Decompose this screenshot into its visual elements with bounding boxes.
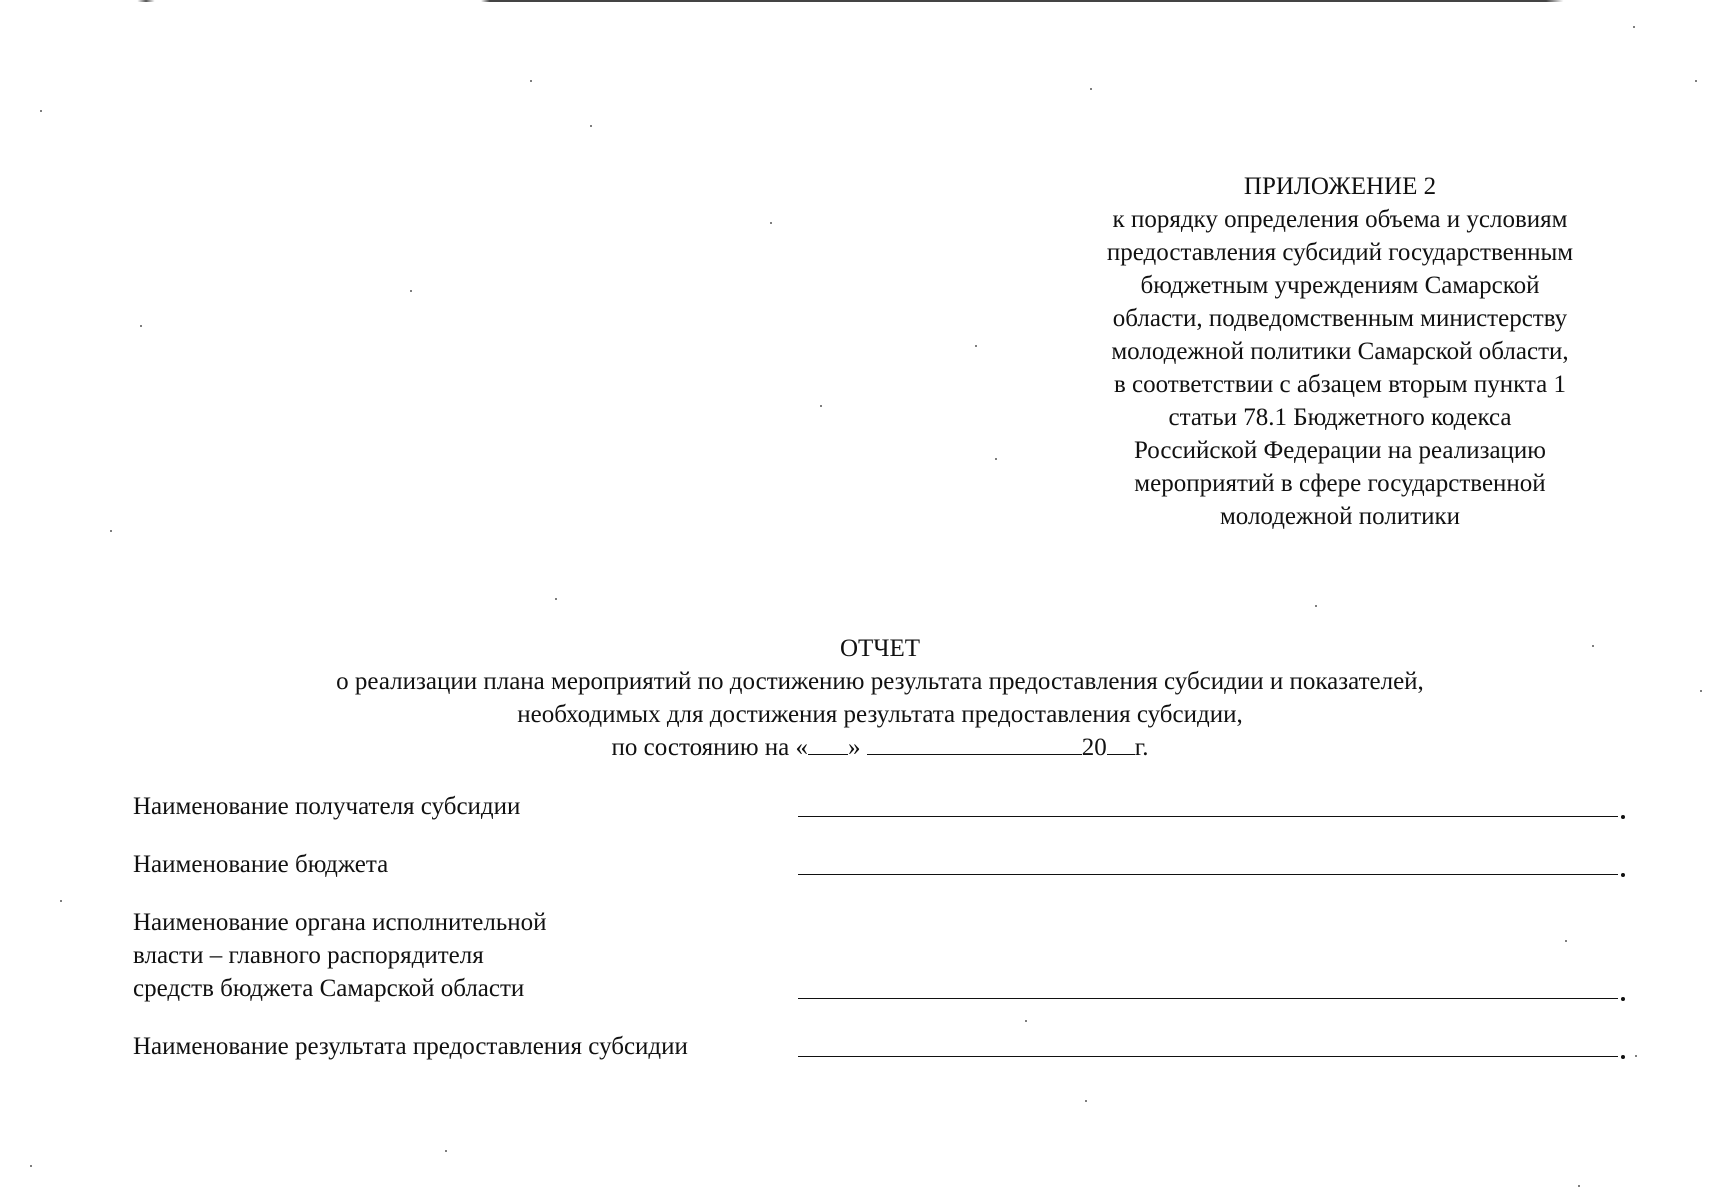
field-label-line: Наименование получателя субсидии: [133, 793, 521, 820]
field-end-dot: [1621, 873, 1625, 877]
field-label-line: власти – главного распорядителя: [133, 942, 484, 969]
appendix-line: к порядку определения объема и условиям: [1112, 206, 1568, 233]
appendix-line: Российской Федерации на реализацию: [1134, 437, 1546, 464]
year-suffix: г.: [1134, 734, 1149, 761]
scan-speck: [995, 458, 997, 460]
scan-speck: [820, 405, 822, 407]
field-label: [133, 906, 773, 1005]
scan-speck: [1085, 1100, 1087, 1102]
scan-top-edge: [0, 0, 1718, 2]
appendix-block: [1070, 170, 1610, 533]
scan-speck: [30, 1165, 32, 1167]
scan-speck: [1700, 690, 1702, 692]
scan-speck: [555, 598, 557, 600]
report-title: ОТЧЕТ: [839, 635, 921, 662]
month-blank[interactable]: [867, 732, 1082, 755]
scan-speck: [410, 290, 412, 292]
appendix-line: предоставления субсидий государственным: [1106, 239, 1574, 266]
scan-speck: [1025, 1020, 1027, 1022]
scan-speck: [60, 900, 62, 902]
field-label-line: Наименование бюджета: [133, 851, 389, 878]
appendix-line: статьи 78.1 Бюджетного кодекса: [1168, 404, 1512, 431]
field-recipient: [133, 790, 1633, 823]
budget-fill-line[interactable]: [798, 874, 1618, 875]
appendix-line: молодежной политики Самарской области,: [1111, 338, 1569, 365]
scan-speck: [1695, 80, 1697, 82]
field-label-line: средств бюджета Самарской области: [133, 975, 525, 1002]
appendix-line: области, подведомственным министерству: [1112, 305, 1568, 332]
scan-speck: [40, 110, 42, 112]
date-quote-close: »: [848, 734, 861, 761]
scan-speck: [1565, 940, 1567, 942]
report-subtitle-line-1: о реализации плана мероприятий по достижению результата предоставления субсидии и показателей,: [336, 668, 1424, 695]
field-label: [133, 1030, 773, 1063]
field-end-dot: [1621, 1055, 1625, 1059]
appendix-line: молодежной политики: [1219, 503, 1461, 530]
field-label: [133, 848, 773, 881]
scan-speck: [1315, 605, 1317, 607]
scan-speck: [590, 125, 592, 127]
field-end-dot: [1621, 997, 1625, 1001]
scan-speck: [1090, 88, 1092, 90]
scan-speck: [530, 80, 532, 82]
scan-speck: [975, 345, 977, 347]
year-prefix: 20: [1081, 734, 1107, 761]
scan-speck: [1635, 1055, 1637, 1057]
recipient-fill-line[interactable]: [798, 816, 1618, 817]
scan-speck: [1592, 645, 1594, 647]
scan-speck: [1633, 26, 1635, 28]
field-end-dot: [1621, 815, 1625, 819]
field-budget: [133, 848, 1633, 881]
appendix-line: мероприятий в сфере государственной: [1134, 470, 1546, 497]
result-fill-line[interactable]: [798, 1056, 1618, 1057]
report-heading: [200, 632, 1560, 764]
year-blank[interactable]: [1107, 732, 1135, 755]
scan-speck: [140, 325, 142, 327]
authority-fill-line[interactable]: [798, 998, 1618, 999]
day-blank[interactable]: [808, 732, 848, 755]
report-subtitle-line-2: необходимых для достижения результата предоставления субсидии,: [517, 701, 1243, 728]
field-label-line: Наименование результата предоставления субсидии: [133, 1033, 688, 1060]
field-label-line: Наименование органа исполнительной: [133, 909, 547, 936]
field-result: [133, 1030, 1633, 1063]
field-label: [133, 790, 773, 823]
field-authority: [133, 906, 1633, 1005]
scan-speck: [445, 1150, 447, 1152]
scan-speck: [110, 530, 112, 532]
report-date-line: [200, 731, 1560, 764]
scan-speck: [1578, 1185, 1580, 1187]
appendix-line: бюджетным учреждениям Самарской: [1140, 272, 1540, 299]
scan-speck: [770, 222, 772, 224]
appendix-line: в соответствии с абзацем вторым пункта 1: [1113, 371, 1567, 398]
appendix-title: ПРИЛОЖЕНИЕ 2: [1243, 173, 1437, 200]
date-prefix: по состоянию на «: [611, 734, 809, 761]
